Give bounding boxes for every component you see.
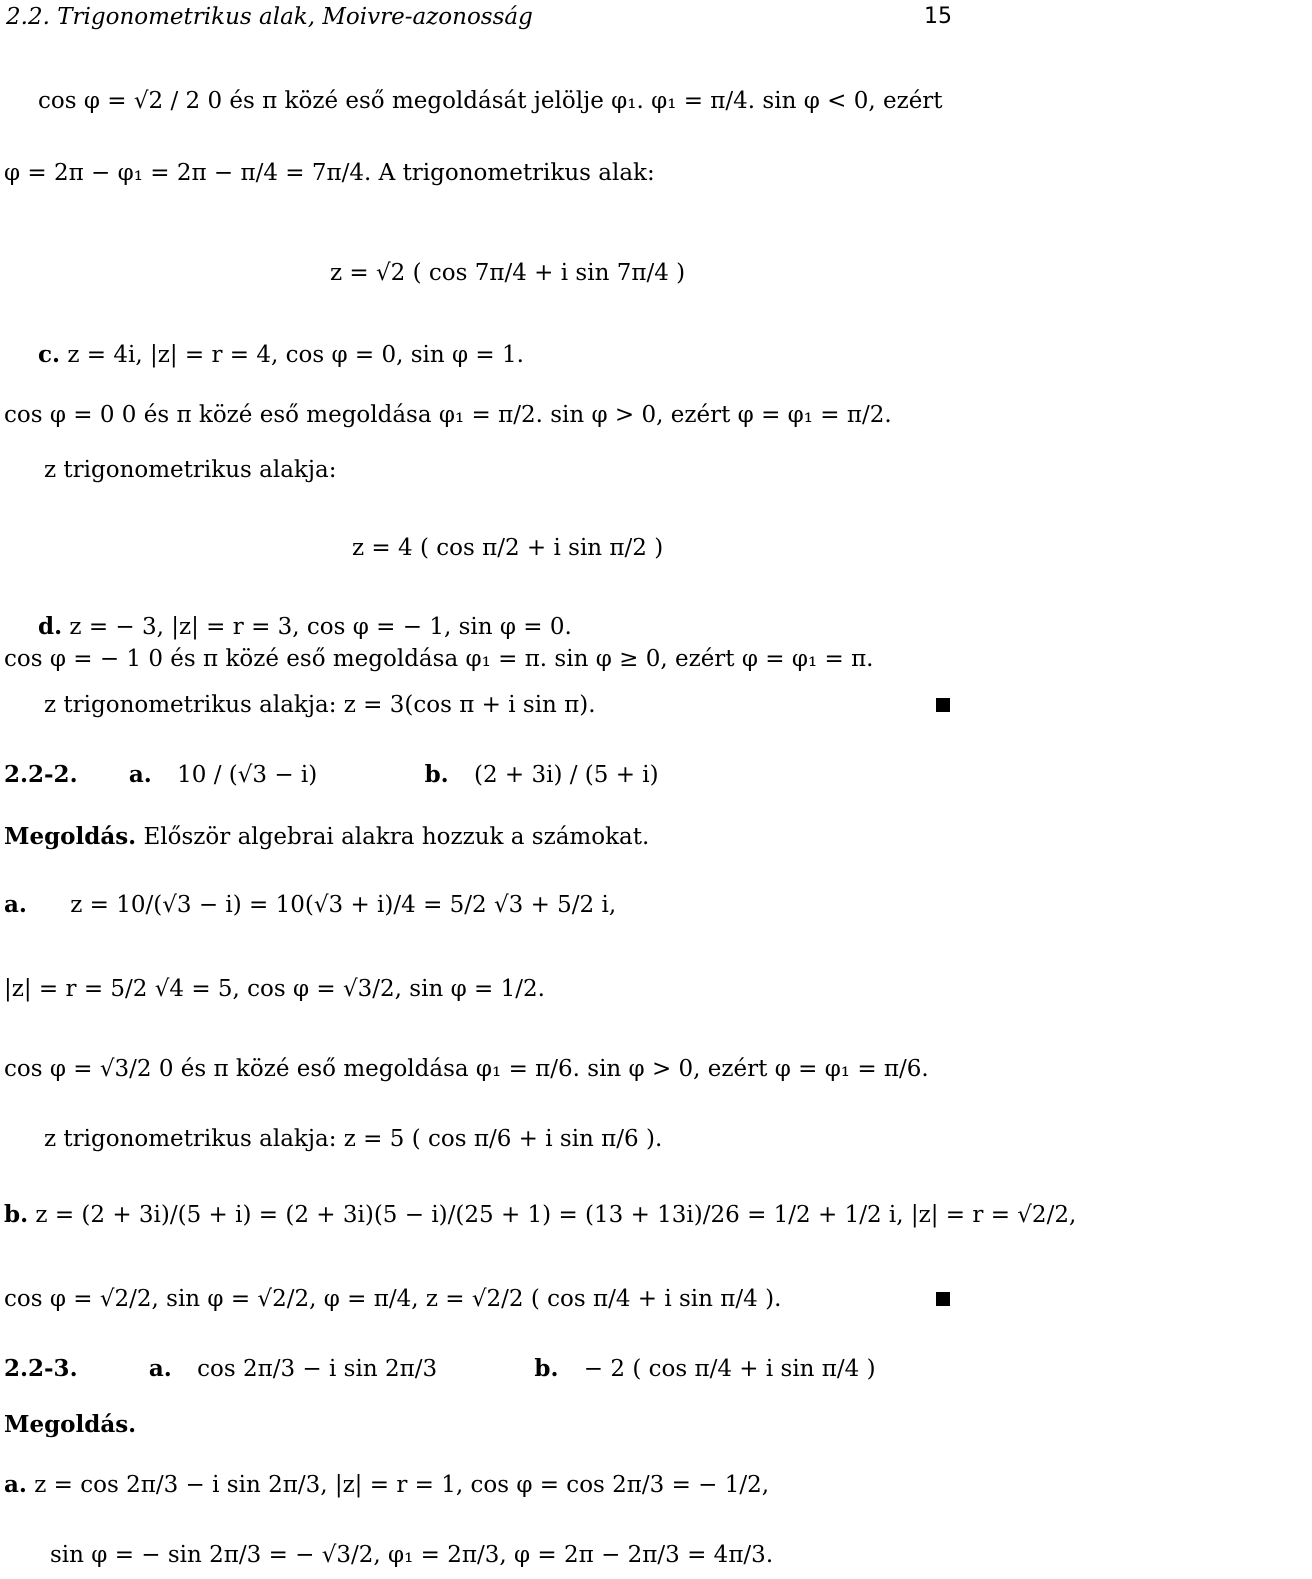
problem-2-2-2: [4, 760, 964, 790]
line-c-text: z = 4i, |z| = r = 4, cos φ = 0, sin φ = 1.: [67, 342, 524, 368]
line-16: z trigonometrikus alakja: z = 5 ( cos π/6 + i sin π/6 ).: [44, 1126, 663, 1152]
line-a: [4, 890, 964, 920]
section-title: 2.2. Trigonometrikus alak, Moivre-azonosság: [6, 4, 533, 30]
line-6: z trigonometrikus alakja:: [44, 457, 337, 483]
line-14: |z| = r = 5/2 √4 = 5, cos φ = √3/2, sin φ = 1/2.: [4, 976, 545, 1002]
line-a-3: [4, 1470, 964, 1500]
line-22: sin φ = − sin 2π/3 = − √3/2, φ₁ = 2π/3, φ = 2π − 2π/3 = 4π/3.: [50, 1542, 774, 1568]
label-a: a.: [128, 761, 152, 788]
line-9: cos φ = − 1 0 és π közé eső megoldása φ₁ = π. sin φ ≥ 0, ezért φ = φ₁ = π.: [4, 646, 874, 672]
line-c: [38, 340, 998, 370]
problem-b-expr: (2 + 3i) / (5 + i): [473, 762, 659, 788]
problem-b-expr-2: − 2 ( cos π/4 + i sin π/4 ): [583, 1356, 876, 1382]
line-d-text: z = − 3, |z| = r = 3, cos φ = − 1, sin φ = 0.: [69, 614, 572, 640]
line-b-text: z = (2 + 3i)/(5 + i) = (2 + 3i)(5 − i)/(25 + 1) = (13 + 13i)/26 = 1/2 + 1/2 i, |z| = r = √2/2,: [35, 1202, 1077, 1228]
line-5: cos φ = 0 0 és π közé eső megoldása φ₁ = π/2. sin φ > 0, ezért φ = φ₁ = π/2.: [4, 402, 892, 428]
qed-square: [936, 698, 950, 712]
problem-2-2-3: [4, 1354, 964, 1384]
label-a-3: a.: [148, 1355, 172, 1382]
megoldas-line: [4, 822, 964, 852]
problem-a-expr: 10 / (√3 − i): [177, 762, 318, 788]
page-number: 15: [924, 4, 952, 29]
line-d: [38, 612, 998, 642]
line-18: cos φ = √2/2, sin φ = √2/2, φ = π/4, z = √2/2 ( cos π/4 + i sin π/4 ).: [4, 1286, 782, 1312]
page-header: [0, 0, 960, 34]
label-a-2: a.: [4, 891, 27, 918]
line-1: cos φ = √2 / 2 0 és π közé eső megoldását jelölje φ₁. φ₁ = π/4. sin φ < 0, ezért: [38, 88, 943, 114]
line-a-3-text: z = cos 2π/3 − i sin 2π/3, |z| = r = 1, cos φ = cos 2π/3 = − 1/2,: [34, 1472, 770, 1498]
formula-z-sqrt2: z = √2 ( cos 7π/4 + i sin 7π/4 ): [330, 260, 686, 286]
label-b-3: b.: [534, 1355, 559, 1382]
megoldas-line-2: Megoldás.: [4, 1411, 137, 1438]
label-c: c.: [38, 341, 61, 368]
line-b: [4, 1200, 1077, 1230]
megoldas-label: Megoldás.: [4, 823, 137, 850]
megoldas-text: Először algebrai alakra hozzuk a számokat.: [143, 824, 650, 850]
problem-a-expr-2: cos 2π/3 − i sin 2π/3: [197, 1356, 438, 1382]
qed-square: [936, 1292, 950, 1306]
line-15: cos φ = √3/2 0 és π közé eső megoldása φ₁ = π/6. sin φ > 0, ezért φ = φ₁ = π/6.: [4, 1056, 929, 1082]
line-a-text: z = 10/(√3 − i) = 10(√3 + i)/4 = 5/2 √3 + 5/2 i,: [70, 892, 617, 918]
label-b-2: b.: [4, 1201, 29, 1228]
problem-number: 2.2-3.: [4, 1355, 78, 1382]
problem-number: 2.2-2.: [4, 761, 78, 788]
label-b: b.: [424, 761, 449, 788]
line-10: z trigonometrikus alakja: z = 3(cos π + i sin π).: [44, 692, 596, 718]
line-2: φ = 2π − φ₁ = 2π − π/4 = 7π/4. A trigonometrikus alak:: [4, 160, 655, 186]
formula-z-4: z = 4 ( cos π/2 + i sin π/2 ): [352, 535, 664, 561]
label-d: d.: [38, 613, 63, 640]
label-a-4: a.: [4, 1471, 27, 1498]
